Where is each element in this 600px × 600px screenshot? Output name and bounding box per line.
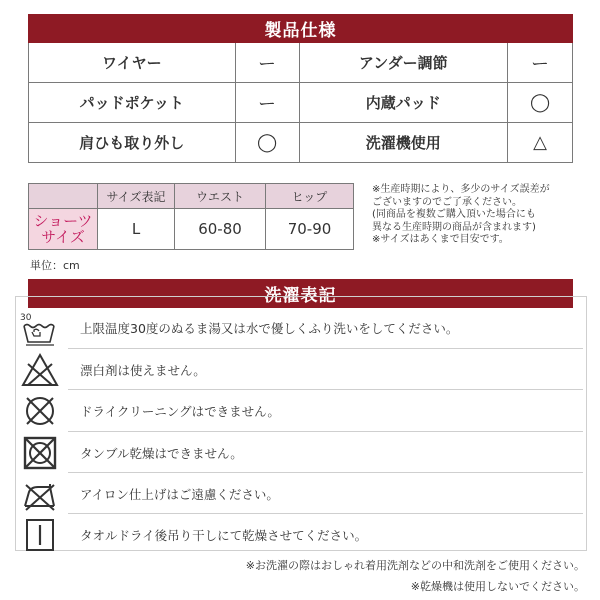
size-table bbox=[28, 183, 354, 250]
size-value-cell: 60-80 bbox=[175, 209, 266, 250]
spec-label: ワイヤー bbox=[29, 43, 236, 83]
size-header-row bbox=[29, 184, 354, 209]
size-value-row bbox=[29, 209, 354, 250]
divider bbox=[68, 389, 583, 390]
divider bbox=[68, 431, 583, 432]
spec-row bbox=[29, 123, 573, 163]
spec-label: 内蔵パッド bbox=[299, 83, 508, 123]
spec-mark: ー bbox=[508, 43, 573, 83]
spec-table bbox=[28, 43, 573, 163]
spec-section-header bbox=[28, 14, 573, 43]
care-item bbox=[15, 474, 583, 513]
size-header-cell: ウエスト bbox=[175, 184, 266, 209]
care-item bbox=[15, 515, 583, 554]
divider bbox=[68, 348, 583, 349]
spec-title: 製品仕様 bbox=[264, 21, 337, 41]
care-title: 洗濯表記 bbox=[264, 286, 337, 306]
footer-note-detergent: ※お洗濯の際はおしゃれ着用洗剤などの中和洗剤をご使用ください。 bbox=[245, 559, 585, 572]
spec-mark: ◯ bbox=[508, 83, 573, 123]
spec-label: 肩ひも取り外し bbox=[29, 123, 236, 163]
care-item bbox=[15, 391, 583, 430]
care-text: アイロン仕上げはご遠慮ください。 bbox=[80, 486, 279, 502]
care-text: タオルドライ後吊り干しにて乾燥させてください。 bbox=[80, 527, 368, 543]
care-item bbox=[15, 308, 583, 347]
size-value-cell: L bbox=[98, 209, 175, 250]
size-row-label-line1: ショーツ bbox=[33, 212, 93, 230]
no-bleach-icon bbox=[15, 351, 65, 389]
care-text: ドライクリーニングはできません。 bbox=[80, 403, 280, 419]
size-header-cell: ヒップ bbox=[266, 184, 354, 209]
size-row-label-line2: サイズ bbox=[41, 228, 85, 246]
divider bbox=[68, 513, 583, 514]
unit-label: 単位：cm bbox=[30, 259, 80, 272]
spec-mark: △ bbox=[508, 123, 573, 163]
wash-temp-label: 30 bbox=[20, 312, 32, 323]
no-tumble-dry-icon bbox=[15, 434, 65, 472]
size-corner-cell bbox=[29, 184, 98, 209]
spec-row bbox=[29, 43, 573, 83]
size-value-cell: 70-90 bbox=[266, 209, 354, 250]
divider bbox=[68, 472, 583, 473]
spec-mark: ◯ bbox=[235, 123, 299, 163]
spec-mark: ー bbox=[235, 43, 299, 83]
care-item bbox=[15, 350, 583, 389]
size-row-label bbox=[29, 209, 98, 250]
iron-low-icon bbox=[15, 475, 65, 513]
line-dry-shade-icon bbox=[15, 516, 65, 554]
care-text: 上限温度30度のぬるま湯又は水で優しくふり洗いをしてください。 bbox=[80, 320, 459, 336]
wash-30-gentle-icon bbox=[15, 309, 65, 347]
spec-row bbox=[29, 83, 573, 123]
spec-label: アンダー調節 bbox=[299, 43, 508, 83]
no-dry-clean-icon bbox=[15, 392, 65, 430]
care-text: 漂白剤は使えません。 bbox=[80, 362, 206, 378]
spec-label: パッドポケット bbox=[29, 83, 236, 123]
size-note: ※生産時期により、多少のサイズ誤差が ございますのでご了承ください。 (同商品を複数ご購入頂いた場合にも 異なる生産時期の商品が含まれます) ※サイズはあくまで目安です。 bbox=[372, 184, 550, 245]
footer-note-dryer: ※乾燥機は使用しないでください。 bbox=[410, 580, 585, 593]
care-text: タンブル乾燥はできません。 bbox=[80, 445, 243, 461]
spec-label: 洗濯機使用 bbox=[299, 123, 508, 163]
size-header-cell: サイズ表記 bbox=[98, 184, 175, 209]
care-item bbox=[15, 433, 583, 472]
spec-mark: ー bbox=[235, 83, 299, 123]
